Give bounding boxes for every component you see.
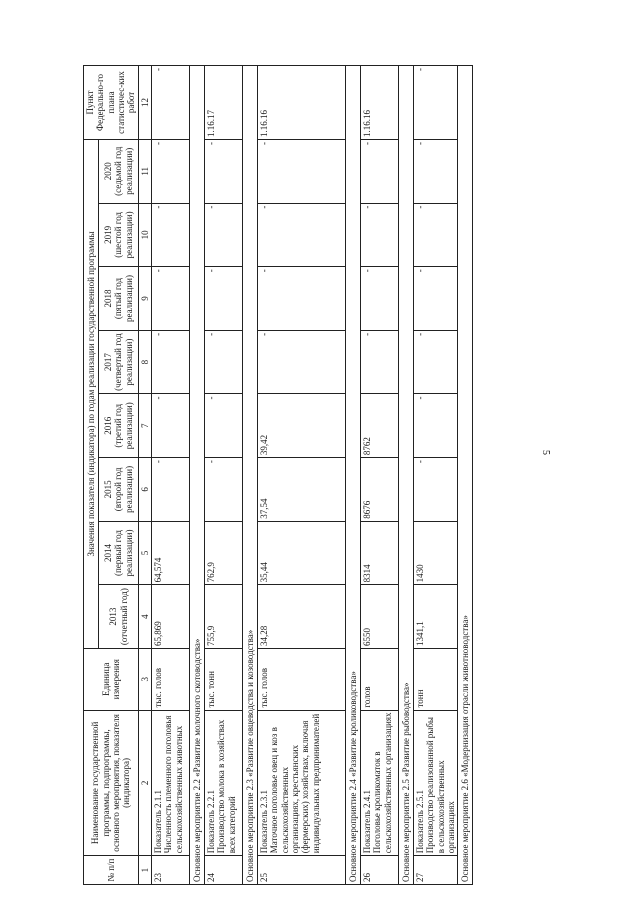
value-cell: - [361,330,399,394]
column-number: 4 [138,585,151,649]
year-label: 2013 [108,607,119,626]
plan-reference: - [152,66,190,140]
value-cell: 762,9 [205,521,243,585]
value-cell: 34,28 [258,585,346,649]
section-row [458,66,473,885]
year-label: 2020 [103,162,114,181]
year-note: (второй год реализации) [113,465,134,513]
value-cell: 35,44 [258,521,346,585]
value-cell: - [258,267,346,331]
value-cell: - [152,458,190,522]
value-cell: - [414,203,458,267]
value-cell: - [414,458,458,522]
year-note: (первый год реализации) [113,529,134,577]
header-name: Наименование государственной программы, подпрограммы, основного мероприятия, показателя (индикатора) [84,710,139,856]
value-cell: 39,42 [258,394,346,458]
year-label: 2015 [103,480,114,499]
header-year-2017 [99,330,138,394]
indicator-row [205,66,243,885]
section-title: Основное мероприятие 2.6 «Модернизация отрасли животноводства» [458,66,473,885]
section-title: Основное мероприятие 2.2 «Развитие молочного скотоводства» [190,66,205,885]
section-title: Основное мероприятие 2.5 «Развитие рыбоводства» [399,66,414,885]
section-title: Основное мероприятие 2.4 «Развитие кролиководства» [346,66,361,885]
header-num: № п/п [84,856,139,885]
header-values-group: Значения показателя (индикатора) по годам реализации государственной программы [84,139,99,648]
value-cell: 65,869 [152,585,190,649]
column-number: 5 [138,521,151,585]
header-row-top [84,66,99,885]
column-number: 6 [138,458,151,522]
header-year-2015 [99,458,138,522]
indicator-name: Показатель 2.3.1 Маточное поголовье овец и коз в сельскохозяйственных организациях, крестьянских (фермерских) хозяйствах, включая индивидуальных предпринимателей [258,710,346,856]
value-cell: - [414,139,458,203]
indicator-row [152,66,190,885]
header-unit: Единица измерения [84,648,139,710]
value-cell: - [205,267,243,331]
column-number: 2 [138,710,151,856]
section-row [190,66,205,885]
column-number: 10 [138,203,151,267]
year-note: (третий год реализации) [113,402,134,450]
value-cell: - [361,139,399,203]
value-cell: 1341,1 [414,585,458,649]
indicator-name: Показатель 2.4.1 Поголовье кроликоматок в сельскохозяйственных организациях [361,710,399,856]
value-cell: 1430 [414,521,458,585]
indicator-row [414,66,458,885]
column-number: 1 [138,856,151,885]
year-label: 2017 [103,353,114,372]
column-number: 9 [138,267,151,331]
value-cell: - [414,267,458,331]
row-number: 27 [414,856,458,885]
value-cell: - [258,203,346,267]
indicator-unit: тонн [414,648,458,710]
row-number: 24 [205,856,243,885]
indicator-unit: голов [361,648,399,710]
value-cell: 64,574 [152,521,190,585]
column-number: 11 [138,139,151,203]
header-year-2018 [99,267,138,331]
indicator-name: Показатель 2.1.1 Численность племенного поголовья сельскохозяйственных животных [152,710,190,856]
indicator-unit: тыс. голов [258,648,346,710]
plan-reference: 1.16.16 [361,66,399,140]
year-label: 2014 [103,544,114,563]
indicator-row [258,66,346,885]
year-note: (седьмой год реализации) [113,146,134,196]
plan-reference: 1.16.16 [258,66,346,140]
column-number: 3 [138,648,151,710]
header-year-2020 [99,139,138,203]
header-row-numbers [138,66,151,885]
plan-reference: - [414,66,458,140]
section-row [243,66,258,885]
value-cell: - [205,203,243,267]
value-cell: - [205,394,243,458]
value-cell: - [152,203,190,267]
row-number: 25 [258,856,346,885]
value-cell: 6550 [361,585,399,649]
year-label: 2016 [103,416,114,435]
header-year-2014 [99,521,138,585]
column-number: 12 [138,66,151,140]
section-row [399,66,414,885]
value-cell: 8762 [361,394,399,458]
page-number: 5 [540,450,551,455]
section-row [346,66,361,885]
indicator-name: Показатель 2.5.1 Производство реализованной рыбы в сельскохозяйственных организациях [414,710,458,856]
value-cell: 37,54 [258,458,346,522]
indicator-row [361,66,399,885]
value-cell: - [258,139,346,203]
value-cell: - [258,330,346,394]
year-label: 2018 [103,289,114,308]
section-title: Основное мероприятие 2.3 «Развитие овцеводства и козоводства» [243,66,258,885]
year-label: 2019 [103,225,114,244]
year-note: (пятый год реализации) [113,275,134,323]
header-year-2013 [99,585,138,649]
value-cell: - [205,330,243,394]
value-cell: - [152,139,190,203]
header-plan: Пункт Федерально-го плана статистичес-ких работ [84,66,139,140]
column-number: 8 [138,330,151,394]
value-cell: - [205,458,243,522]
rotated-table-container [83,65,541,885]
year-note: (отчетный год) [118,588,129,646]
value-cell: 8314 [361,521,399,585]
header-year-2019 [99,203,138,267]
value-cell: - [361,267,399,331]
year-note: (четвертый год реализации) [113,333,134,391]
value-cell: - [414,330,458,394]
year-note: (шестой год реализации) [113,211,134,259]
value-cell: 755,9 [205,585,243,649]
value-cell: - [152,394,190,458]
value-cell: - [205,139,243,203]
value-cell: - [414,394,458,458]
indicators-table [83,65,473,885]
value-cell: - [152,330,190,394]
row-number: 26 [361,856,399,885]
plan-reference: 1.16.17 [205,66,243,140]
value-cell: 8676 [361,458,399,522]
value-cell: - [361,203,399,267]
indicator-unit: тыс. тонн [205,648,243,710]
column-number: 7 [138,394,151,458]
indicator-name: Показатель 2.2.1 Производство молока в хозяйствах всех категорий [205,710,243,856]
row-number: 23 [152,856,190,885]
indicator-unit: тыс. голов [152,648,190,710]
value-cell: - [152,267,190,331]
header-year-2016 [99,394,138,458]
